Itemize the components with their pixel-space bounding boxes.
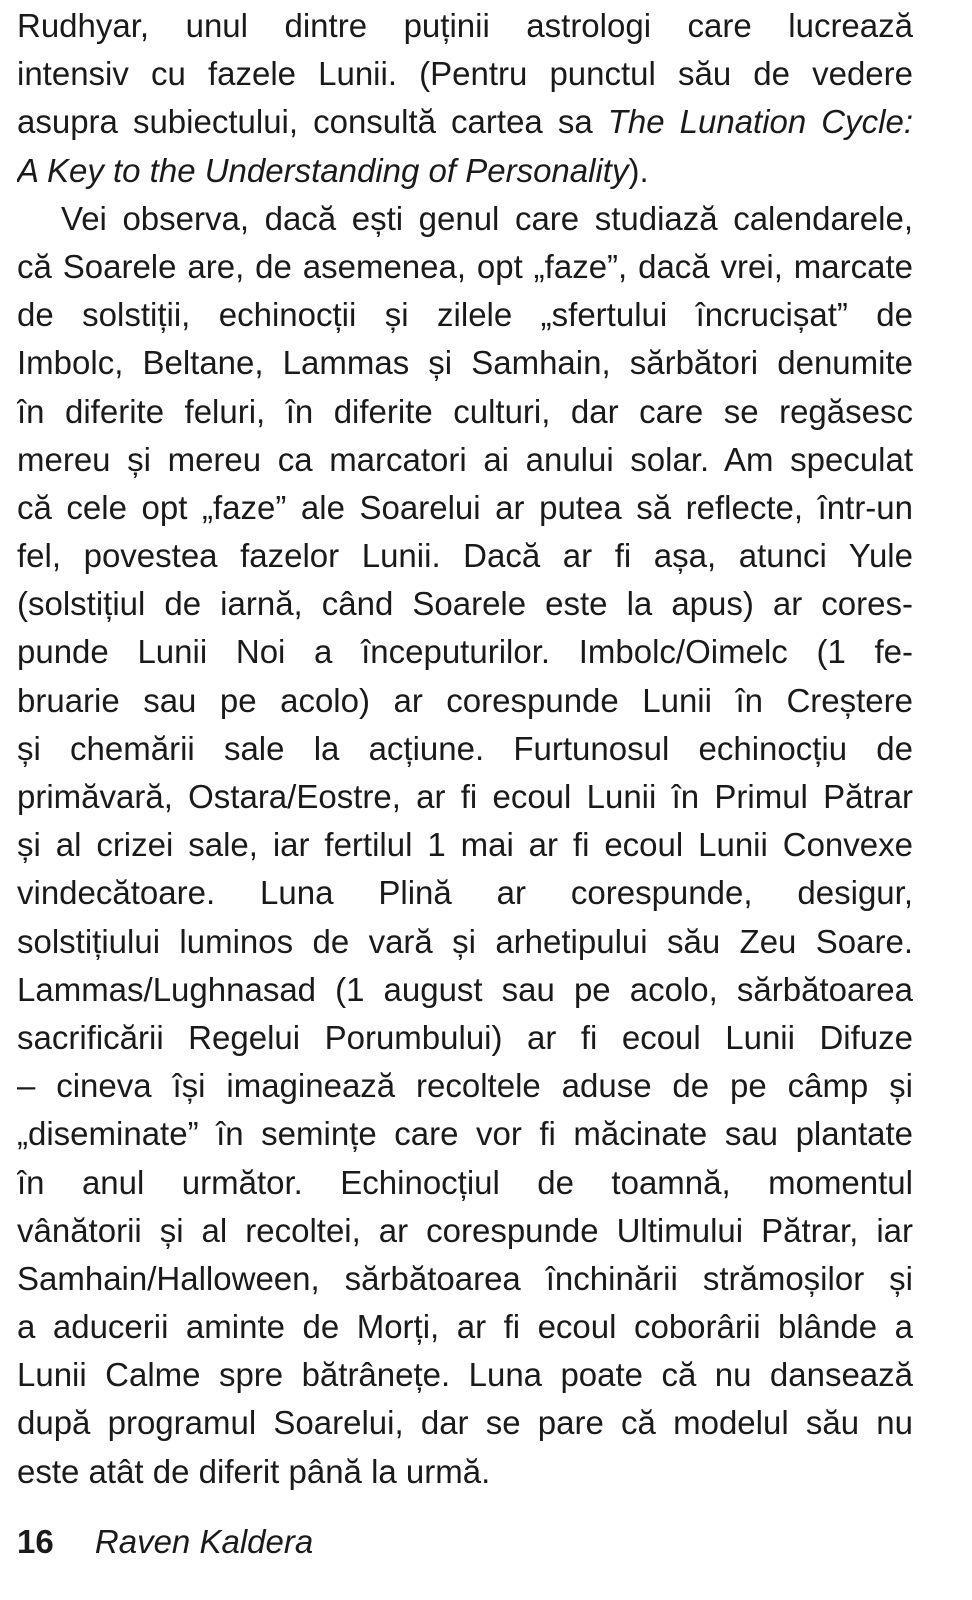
line-text: de solstiții, echinocții și zilele „sfertului încrucișat” de	[17, 296, 913, 334]
body-text	[17, 2, 913, 1496]
text-line	[17, 388, 913, 436]
line-text: Lammas/Lughnasad (1 august sau pe acolo, sărbătoarea	[17, 970, 913, 1008]
running-author: Raven Kaldera	[94, 1523, 314, 1560]
line-text: „diseminate” în semințe care vor fi măcinate sau plantate	[17, 1115, 913, 1153]
line-text: și al crizei sale, iar fertilul 1 mai ar fi ecoul Lunii Convexe	[17, 826, 913, 864]
text-line	[17, 677, 913, 725]
text-line	[17, 436, 913, 484]
line-text: după programul Soarelui, dar se pare că modelul său nu	[17, 1404, 913, 1442]
line-text: punde Lunii Noi a începuturilor. Imbolc/Oimelc (1 fe-	[17, 633, 913, 671]
book-title-italic: The Lunation Cycle:	[607, 103, 913, 141]
text-line	[17, 918, 913, 966]
line-text: asupra subiectului, consultă cartea sa	[17, 103, 608, 141]
book-page	[17, 0, 913, 1600]
line-text: a aducerii aminte de Morți, ar fi ecoul coborârii blânde a	[17, 1308, 913, 1346]
page-number: 16	[17, 1523, 54, 1560]
line-text: este atât de diferit până la urmă.	[17, 1452, 491, 1490]
text-line	[17, 1159, 913, 1207]
text-line	[17, 50, 913, 98]
text-line	[17, 1399, 913, 1447]
line-text: Lunii Calme spre bătrânețe. Luna poate că nu dansează	[17, 1356, 913, 1394]
text-line	[17, 291, 913, 339]
line-text: (solstițiul de iarnă, când Soarele este la apus) ar cores-	[17, 585, 913, 623]
line-text: că cele opt „faze” ale Soarelui ar putea să reflecte, într-un	[17, 488, 913, 526]
line-text: în anul următor. Echinocțiul de toamnă, momentul	[17, 1163, 913, 1201]
book-title-italic: A Key to the Understanding of Personality	[17, 151, 629, 189]
text-line	[17, 2, 913, 50]
text-line	[17, 147, 913, 195]
text-line	[17, 1110, 913, 1158]
line-text-after: ).	[628, 151, 649, 189]
line-text: – cineva își imaginează recoltele aduse de pe câmp și	[17, 1067, 913, 1105]
text-line	[17, 1255, 913, 1303]
text-line	[17, 1014, 913, 1062]
line-text: vindecătoare. Luna Plină ar corespunde, desigur,	[17, 874, 913, 912]
text-line	[17, 628, 913, 676]
text-line	[17, 821, 913, 869]
text-line	[17, 580, 913, 628]
line-text: Imbolc, Beltane, Lammas și Samhain, sărbători denumite	[17, 344, 913, 382]
line-text: intensiv cu fazele Lunii. (Pentru punctul său de vedere	[17, 55, 913, 93]
line-text: primăvară, Ostara/Eostre, ar fi ecoul Lunii în Primul Pătrar	[17, 778, 913, 815]
text-line	[17, 1207, 913, 1255]
text-line	[17, 98, 913, 146]
line-text: vânătorii și al recoltei, ar corespunde Ultimului Pătrar, iar	[17, 1211, 913, 1249]
line-text: Samhain/Halloween, sărbătoarea închinării strămoșilor și	[17, 1259, 913, 1297]
text-line	[17, 484, 913, 532]
text-line	[17, 1303, 913, 1351]
line-text: bruarie sau pe acolo) ar corespunde Lunii în Creștere	[17, 681, 913, 719]
text-line	[17, 1062, 913, 1110]
text-line	[17, 243, 913, 291]
text-line	[17, 532, 913, 580]
page-footer	[17, 1522, 313, 1562]
text-line	[17, 195, 913, 243]
line-text: că Soarele are, de asemenea, opt „faze”, dacă vrei, marcate	[17, 247, 913, 285]
line-text: și chemării sale la acțiune. Furtunosul echinocțiu de	[17, 729, 913, 767]
text-line	[17, 1351, 913, 1399]
text-line	[17, 773, 913, 821]
line-text: mereu și mereu ca marcatori ai anului solar. Am speculat	[17, 440, 913, 478]
line-text: Rudhyar, unul dintre puținii astrologi care lucrează	[17, 7, 913, 44]
line-text: solstițiului luminos de vară și arhetipului său Zeu Soare.	[17, 922, 913, 960]
text-line	[17, 1448, 913, 1496]
text-line	[17, 869, 913, 917]
line-text: sacrificării Regelui Porumbului) ar fi ecoul Lunii Difuze	[17, 1018, 913, 1056]
text-line	[17, 339, 913, 387]
line-text: Vei observa, dacă ești genul care studiază calendarele,	[61, 199, 913, 237]
text-line	[17, 966, 913, 1014]
line-text: în diferite feluri, în diferite culturi, dar care se regăsesc	[17, 392, 913, 430]
line-text: fel, povestea fazelor Lunii. Dacă ar fi așa, atunci Yule	[17, 537, 913, 575]
text-line	[17, 725, 913, 773]
